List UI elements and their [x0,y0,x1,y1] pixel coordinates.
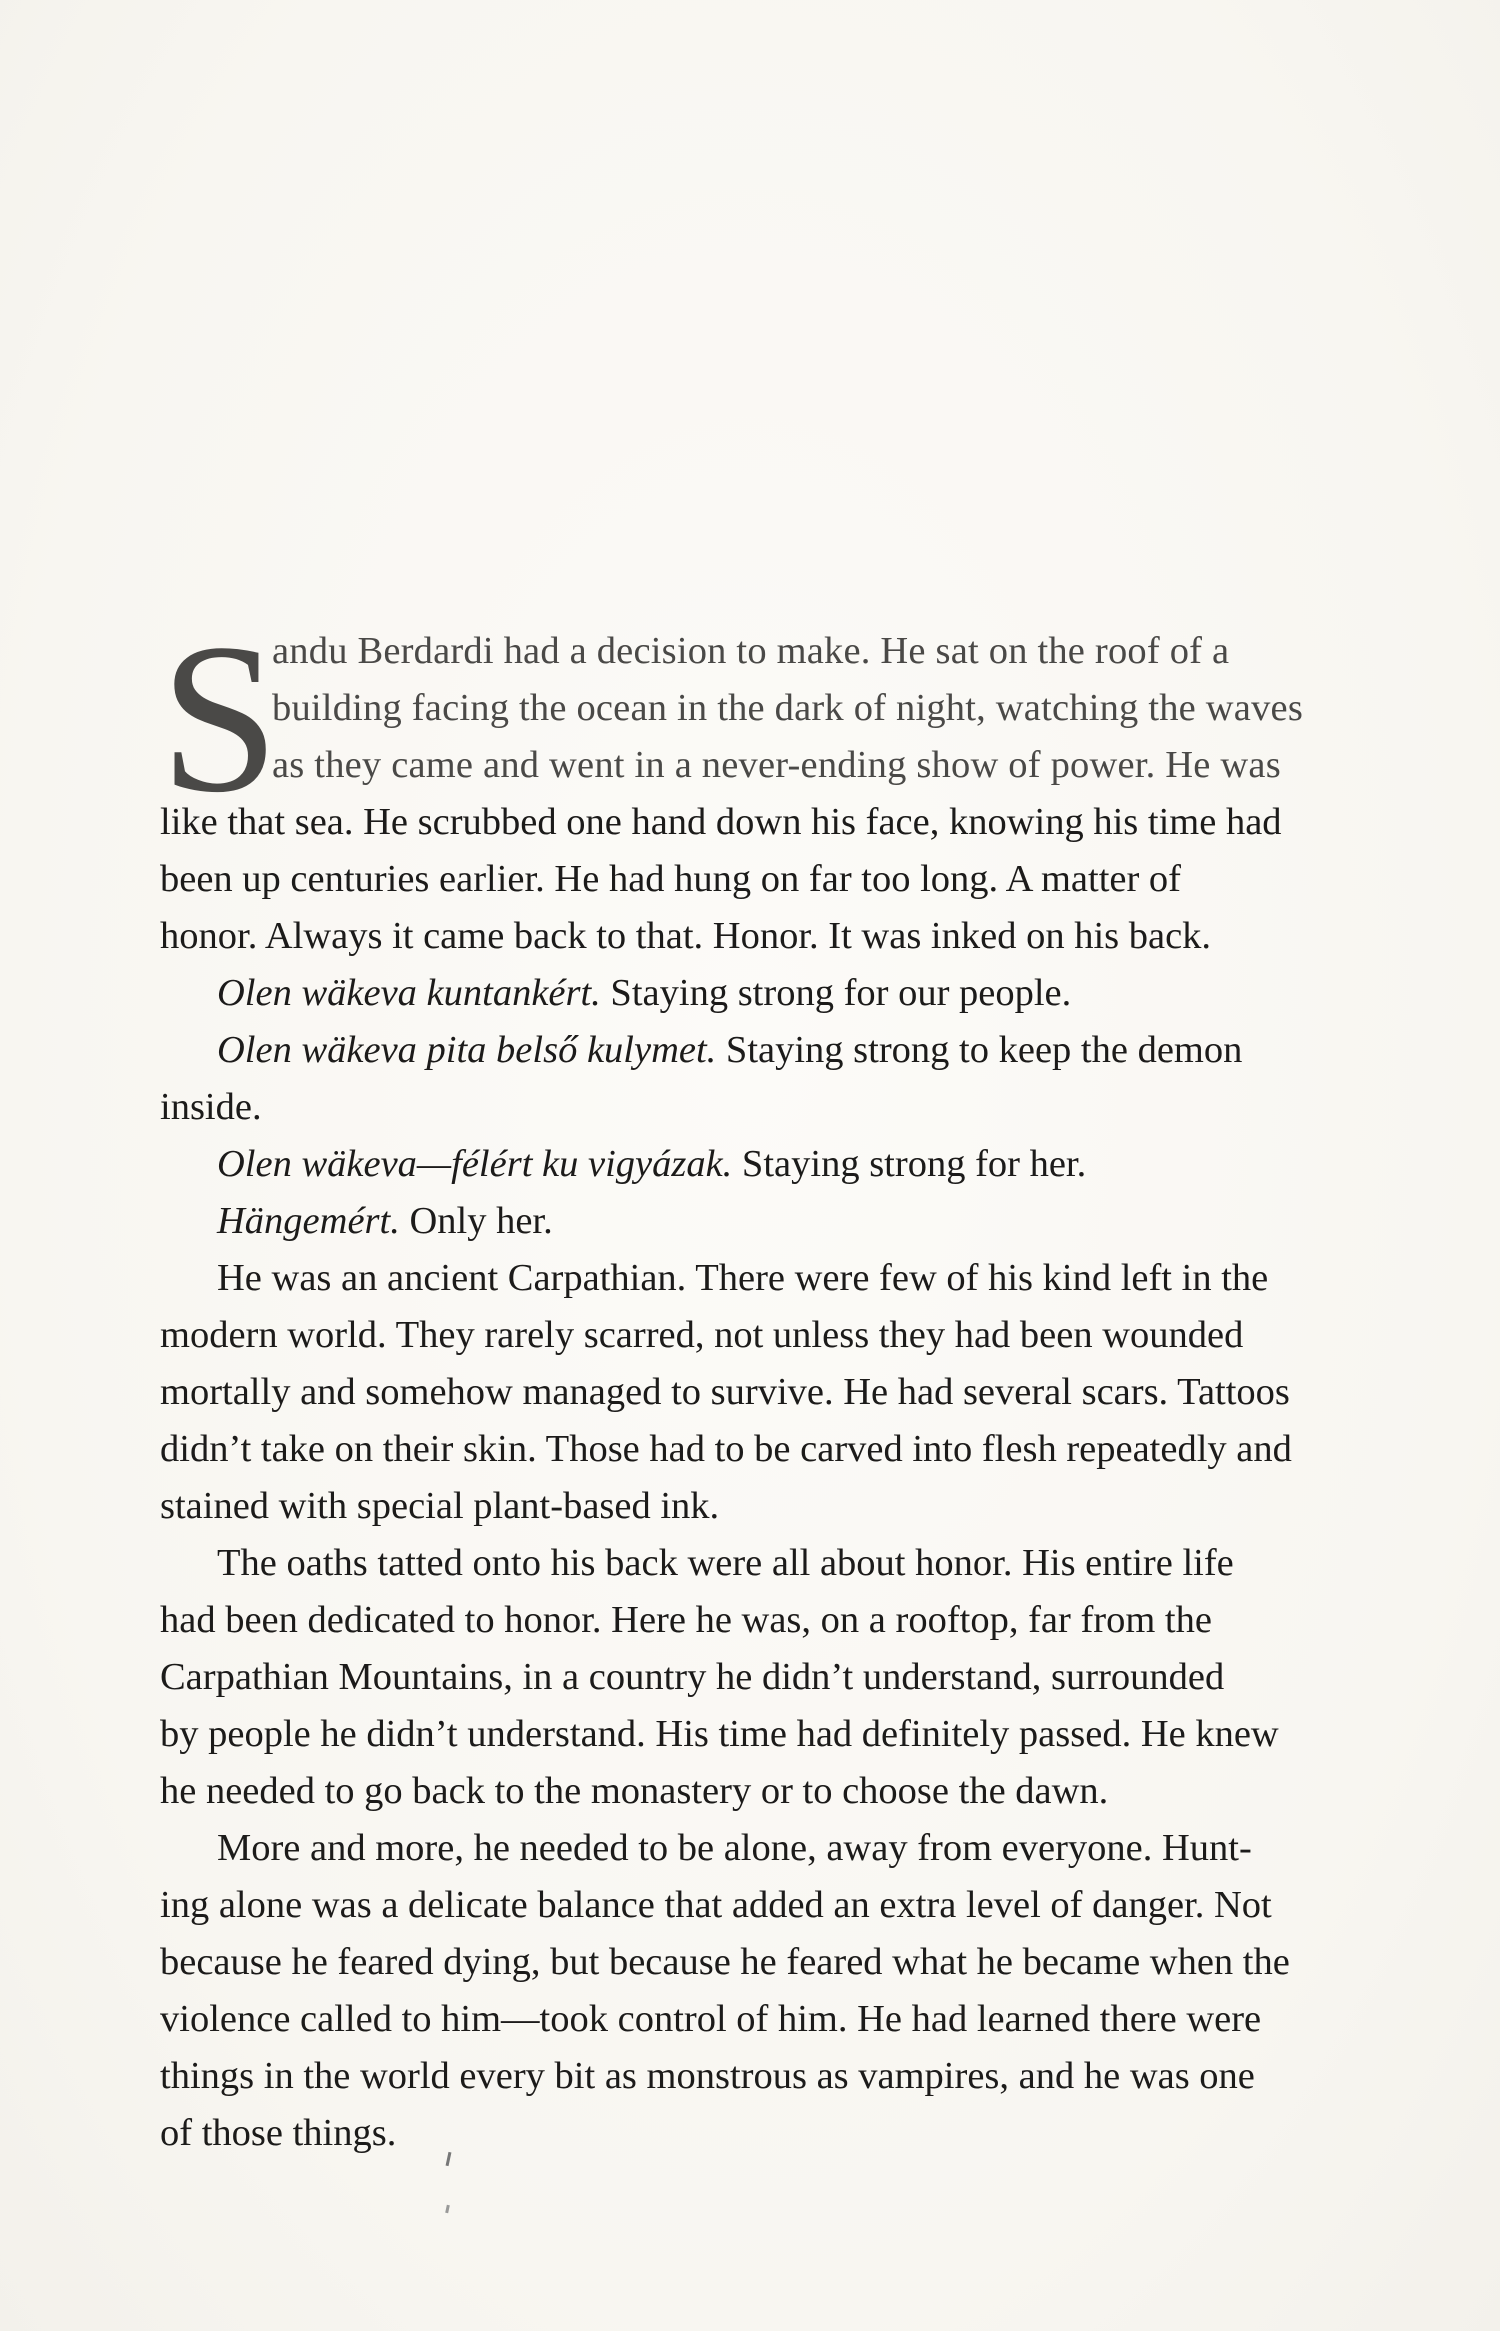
text-line: things in the world every bit as monstrous as vampires, and he was one [160,2055,1255,2097]
text-line: modern world. They rarely scarred, not unless they had been wounded [160,1314,1244,1356]
oath-line [217,1145,1086,1184]
oath-translation: Only her. [399,1200,553,1242]
oath-line [217,1202,553,1241]
oath-translation: Staying strong to keep the demon [716,1029,1243,1071]
text-line: because he feared dying, but because he feared what he became when the [160,1941,1290,1983]
oath-line [217,1031,1242,1070]
text-line: like that sea. He scrubbed one hand down his face, knowing his time had [160,801,1282,843]
text-line: had been dedicated to honor. Here he was, on a rooftop, far from the [160,1599,1212,1641]
text-line: by people he didn’t understand. His time had definitely passed. He knew [160,1713,1279,1755]
text-line: mortally and somehow managed to survive. He had several scars. Tattoos [160,1371,1290,1413]
scan-speck [446,2152,452,2166]
text-line: More and more, he needed to be alone, away from everyone. Hunt- [217,1827,1252,1869]
oath-italic: Olen wäkeva kuntankért. [217,972,601,1014]
text-line: Carpathian Mountains, in a country he didn’t understand, surrounded [160,1656,1225,1698]
text-line: as they came and went in a never-ending show of power. He was [272,744,1281,786]
text-line: honor. Always it came back to that. Honor. It was inked on his back. [160,915,1212,957]
oath-translation: Staying strong for our people. [600,972,1072,1014]
scan-speck [445,2205,450,2213]
text-line: inside. [160,1086,262,1128]
oath-italic: Hängemért. [217,1200,400,1242]
oath-italic: Olen wäkeva pita belső kulymet. [217,1029,717,1071]
text-line: stained with special plant-based ink. [160,1485,720,1527]
text-line: of those things. [160,2112,397,2154]
text-line: building facing the ocean in the dark of night, watching the waves [272,687,1304,729]
text-line: he needed to go back to the monastery or to choose the dawn. [160,1770,1109,1812]
text-line: been up centuries earlier. He had hung on far too long. A matter of [160,858,1182,900]
oath-line [217,974,1071,1013]
text-line: didn’t take on their skin. Those had to be carved into flesh repeatedly and [160,1428,1292,1470]
text-line: andu Berdardi had a decision to make. He sat on the roof of a [272,630,1230,672]
drop-cap-letter: S [160,600,280,837]
text-line: The oaths tatted onto his back were all about honor. His entire life [217,1542,1234,1584]
oath-italic: Olen wäkeva—félért ku vigyázak. [217,1143,733,1185]
text-line: He was an ancient Carpathian. There were few of his kind left in the [217,1257,1269,1299]
text-line: ing alone was a delicate balance that added an extra level of danger. Not [160,1884,1272,1926]
oath-translation: Staying strong for her. [732,1143,1087,1185]
text-line: violence called to him—took control of him. He had learned there were [160,1998,1262,2040]
